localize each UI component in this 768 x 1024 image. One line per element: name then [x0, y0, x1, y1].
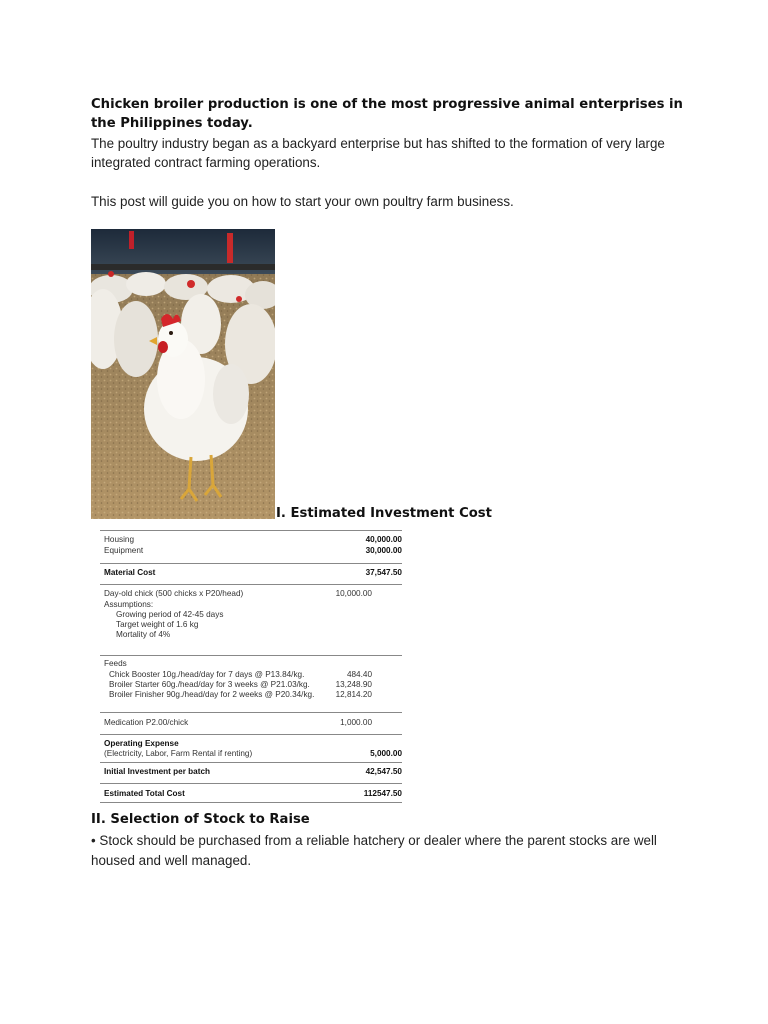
medication-label: Medication P2.00/chick — [104, 718, 189, 727]
feeds-label: Feeds — [104, 659, 127, 668]
broiler-chickens-photo — [91, 229, 275, 519]
intro-headline: Chicken broiler production is one of the most progressive animal enterprises in the Philippines today. — [91, 97, 683, 131]
table-rule — [100, 584, 402, 585]
feed-chick-booster-value: 484.40 — [346, 670, 372, 679]
material-cost-label: Material Cost — [104, 568, 156, 577]
equipment-label: Equipment — [104, 546, 144, 555]
feed-broiler-finisher-value: 12,814.20 — [335, 690, 372, 699]
feed-chick-booster-label: Chick Booster 10g./head/day for 7 days @ P13.84/kg. — [109, 670, 305, 679]
operating-expense-note: (Electricity, Labor, Farm Rental if renting) — [104, 749, 253, 758]
assumption-growing-period: Growing period of 42-45 days — [116, 610, 224, 619]
guide-paragraph: This post will guide you on how to start your own poultry farm business. — [91, 194, 514, 209]
table-rule — [100, 762, 402, 763]
stock-selection-bullet: • Stock should be purchased from a reliable hatchery or dealer where the parent stocks are well housed and well managed. — [91, 833, 657, 868]
equipment-value: 30,000.00 — [365, 546, 402, 555]
table-rule — [100, 783, 402, 784]
feed-broiler-finisher-label: Broiler Finisher 90g./head/day for 2 weeks @ P20.34/kg. — [109, 690, 315, 699]
feed-broiler-starter-value: 13,248.90 — [335, 680, 372, 689]
housing-value: 40,000.00 — [365, 535, 402, 544]
intro-paragraph: The poultry industry began as a backyard enterprise but has shifted to the formation of very large integrated contract farming operations. — [91, 136, 665, 170]
table-rule — [100, 734, 402, 735]
material-cost-value: 37,547.50 — [365, 568, 402, 577]
table-rule — [100, 530, 402, 531]
medication-value: 1,000.00 — [340, 718, 372, 727]
operating-expense-value: 5,000.00 — [370, 749, 402, 758]
table-rule — [100, 712, 402, 713]
assumption-target-weight: Target weight of 1.6 kg — [116, 620, 199, 629]
initial-investment-value: 42,547.50 — [365, 767, 402, 776]
operating-expense-label: Operating Expense — [104, 739, 179, 748]
housing-label: Housing — [104, 535, 135, 544]
estimated-total-cost-label: Estimated Total Cost — [104, 789, 185, 798]
feed-broiler-starter-label: Broiler Starter 60g./head/day for 3 weeks @ P21.03/kg. — [109, 680, 310, 689]
initial-investment-label: Initial Investment per batch — [104, 767, 211, 776]
table-rule — [100, 802, 402, 803]
investment-cost-table — [100, 530, 402, 804]
assumptions-label: Assumptions: — [104, 600, 154, 609]
estimated-total-cost-value: 112547.50 — [363, 789, 402, 798]
table-rule — [100, 655, 402, 656]
day-old-chick-value: 10,000.00 — [335, 589, 372, 598]
section-heading-investment-cost: I. Estimated Investment Cost — [276, 506, 492, 521]
day-old-chick-label: Day-old chick (500 chicks x P20/head) — [104, 589, 244, 598]
table-rule — [100, 563, 402, 564]
assumption-mortality: Mortality of 4% — [116, 630, 171, 639]
section-heading-stock-selection: II. Selection of Stock to Raise — [91, 812, 310, 827]
